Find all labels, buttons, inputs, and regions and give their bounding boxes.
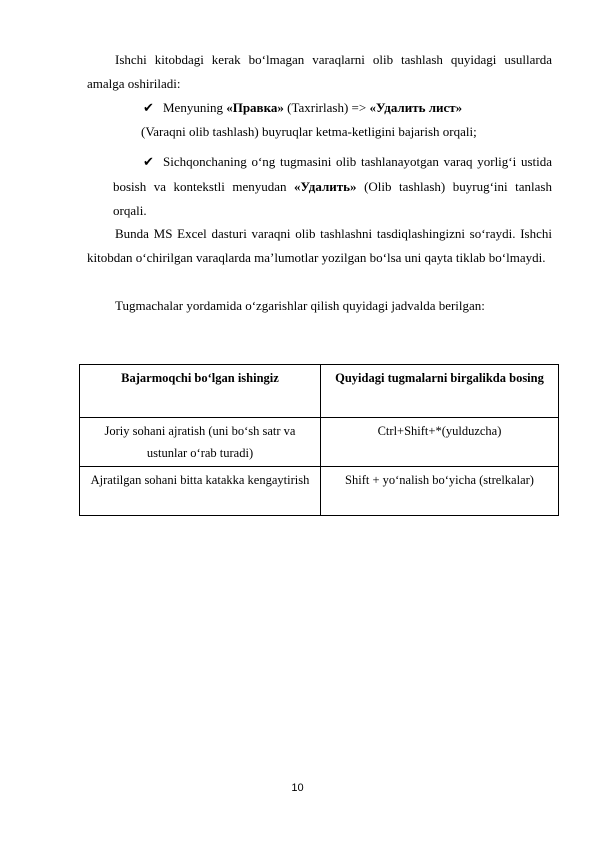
- bullet2-pre: Sichqonchaning o‘ng tugmasini olib tashlanayotgan varaq yorlig‘i ustida bosish va kontekstli menyudan: [113, 154, 552, 194]
- table-cell: Shift + yo‘nalish bo‘yicha (strelkalar): [321, 467, 559, 516]
- bullet1-continuation: (Varaqni olib tashlash) buyruqlar ketma-ketligini bajarish orqali;: [141, 124, 477, 139]
- table-row: [80, 467, 559, 516]
- table-cell: Ctrl+Shift+*(yulduzcha): [321, 418, 559, 467]
- bullet2-post: (Olib tashlash) buyrug‘ini tanlash orqali.: [113, 179, 552, 218]
- table-cell: Ajratilgan sohani bitta katakka kengaytirish: [80, 467, 321, 516]
- checkmark-icon: ✔: [143, 101, 154, 116]
- intro-paragraph: Ishchi kitobdagi kerak bo‘lmagan varaqlarni olib tashlash quyidagi usullarda amalga oshiriladi:: [87, 52, 552, 91]
- bullet-item-1: [113, 96, 552, 121]
- table-header-row: [80, 365, 559, 418]
- bullet1-mid: (Taxrirlash) =>: [283, 100, 370, 115]
- bullet-item-2: [113, 150, 552, 223]
- table-header-cell: Quyidagi tugmalarni birgalikda bosing: [321, 365, 559, 418]
- checkmark-icon: ✔: [143, 155, 154, 170]
- bullet1-cmd: «Удалить лист»: [369, 100, 463, 115]
- table-intro-paragraph: Tugmachalar yordamida o‘zgarishlar qilish quyidagi jadvalda berilgan:: [115, 298, 485, 313]
- shortcuts-table: [79, 364, 559, 516]
- bullet1-pre: Menyuning: [163, 100, 227, 115]
- table-row: [80, 418, 559, 467]
- table-header-cell: Bajarmoqchi bo‘lgan ishingiz: [80, 365, 321, 418]
- page-number: 10: [291, 782, 304, 794]
- bullet2-cmd: «Удалить»: [294, 179, 357, 194]
- table-cell: Joriy sohani ajratish (uni bo‘sh satr va ustunlar o‘rab turadi): [80, 418, 321, 467]
- bullet1-menu: «Правка»: [226, 100, 284, 115]
- warning-paragraph: Bunda MS Excel dasturi varaqni olib tashlashni tasdiqlashingizni so‘raydi. Ishchi kitobdan o‘chirilgan varaqlarda ma’lumotlar yozilgan bo‘lsa uni qayta tiklab bo‘lmaydi.: [87, 226, 552, 265]
